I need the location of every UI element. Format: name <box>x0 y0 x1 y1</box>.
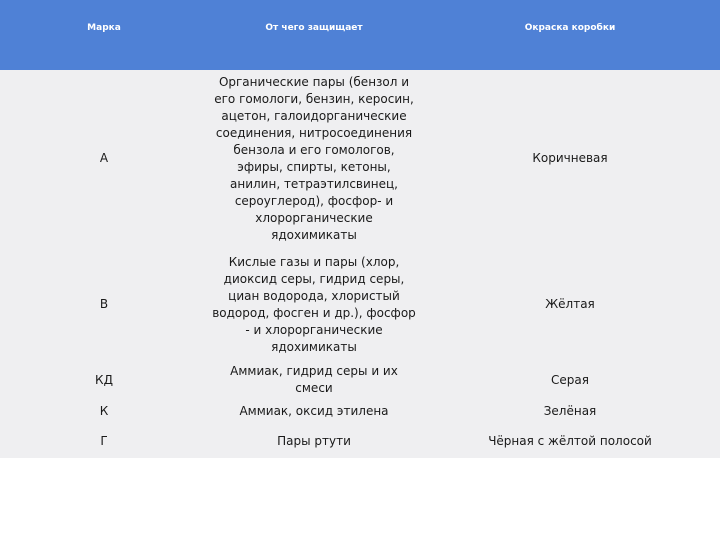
cell-mark: КД <box>95 372 113 387</box>
table-row <box>0 425 720 458</box>
cell-box-color: Серая <box>551 372 589 387</box>
cell-protects: Пары ртути <box>277 434 351 448</box>
table-row <box>0 398 720 425</box>
cell-protects: Органические пары (бензол и его гомологи, бензин, керосин, ацетон, галоидорганические соединения, нитросоединения бензола и его гомологов, эфиры, спирты, кетоны, анилин, тетраэтилсвинец, сероуглерод), фосфор- и хлорорганические ядохимикаты <box>214 74 414 242</box>
cell-box-color: Зелёная <box>543 404 597 418</box>
table-row <box>0 362 720 398</box>
header-box-color: Окраска коробки <box>524 23 616 33</box>
cell-mark: В <box>99 297 109 311</box>
table-header <box>0 0 720 70</box>
cell-mark: А <box>99 151 109 165</box>
header-protects: От чего защищает <box>265 23 363 33</box>
table-row <box>0 247 720 362</box>
cell-protects: Аммиак, гидрид серы и их смеси <box>230 364 398 395</box>
cell-protects: Кислые газы и пары (хлор, диоксид серы, гидрид серы, циан водорода, хлористый водород, фосген и др.), фосфор - и хлорорганические ядохимикаты <box>212 254 416 354</box>
cell-mark: Г <box>100 434 108 448</box>
cell-protects: Аммиак, оксид этилена <box>239 404 389 418</box>
cell-box-color: Коричневая <box>532 151 608 165</box>
cell-mark: К <box>99 404 109 418</box>
header-mark: Марка <box>87 23 121 33</box>
table-row <box>0 70 720 247</box>
cell-box-color: Чёрная с жёлтой полосой <box>488 434 652 448</box>
cell-box-color: Жёлтая <box>545 297 595 311</box>
